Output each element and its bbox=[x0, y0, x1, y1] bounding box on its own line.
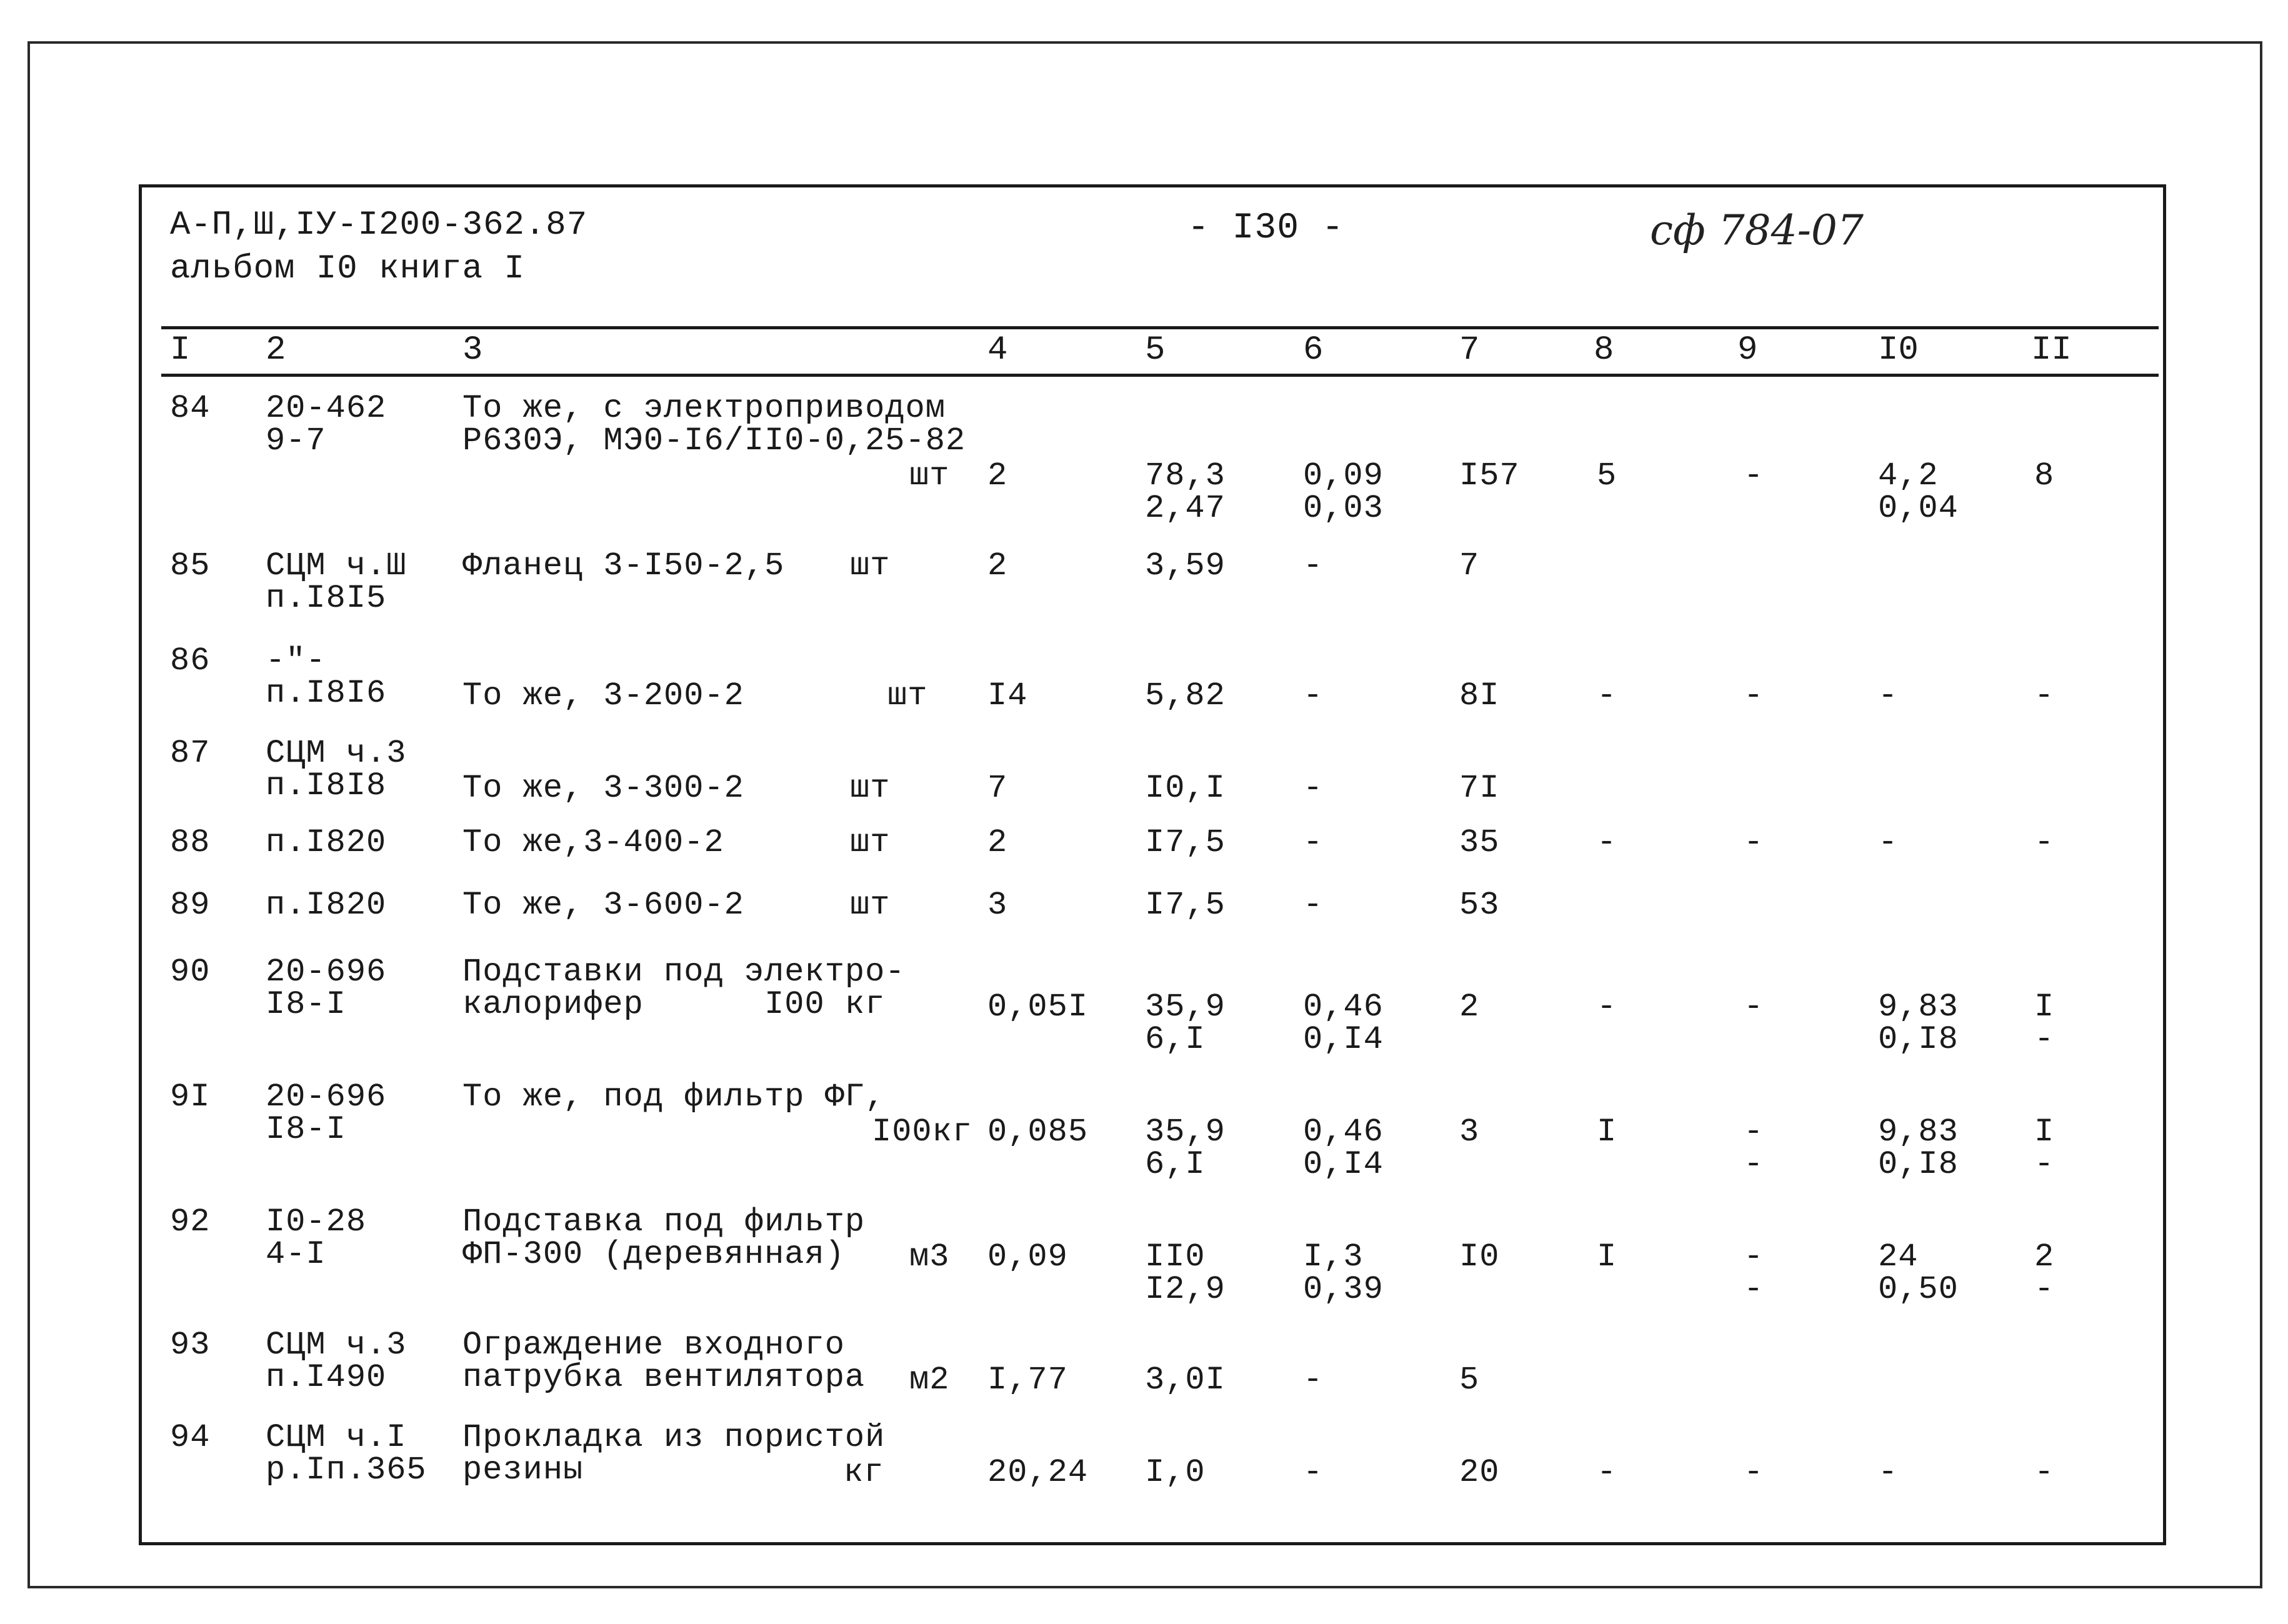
item-name: Прокладка из пористой bbox=[462, 1419, 886, 1456]
col6-value: - bbox=[1303, 770, 1324, 807]
unit: м3 bbox=[909, 1238, 950, 1275]
row-number: 85 bbox=[170, 547, 211, 584]
col6-value: 0,I4 bbox=[1303, 1021, 1384, 1058]
col6-value: 0,39 bbox=[1303, 1271, 1384, 1308]
item-name: То же, 3-600-2 bbox=[462, 887, 744, 924]
col5-value: 3,0I bbox=[1145, 1362, 1226, 1398]
quantity: I,77 bbox=[987, 1362, 1068, 1398]
col5-value: 5,82 bbox=[1145, 677, 1226, 714]
resource-code: п.I820 bbox=[266, 824, 387, 861]
item-name: патрубка вентилятора bbox=[462, 1359, 866, 1396]
quantity: 0,05I bbox=[987, 989, 1089, 1025]
col11-value: - bbox=[2034, 1021, 2055, 1058]
resource-code: 20-696 bbox=[266, 1079, 387, 1115]
resource-code: 20-696 bbox=[266, 954, 387, 990]
sheet-frame bbox=[139, 184, 2166, 1545]
table-top-rule bbox=[161, 326, 2159, 329]
column-header-5: 5 bbox=[1145, 331, 1166, 369]
col5-value: I2,9 bbox=[1145, 1271, 1226, 1308]
col5-value: I,0 bbox=[1145, 1454, 1206, 1491]
col11-value: - bbox=[2034, 824, 2055, 861]
col7-value: 3 bbox=[1459, 1113, 1480, 1150]
item-name: калорифер I00 кг bbox=[462, 986, 886, 1023]
col6-value: - bbox=[1303, 547, 1324, 584]
col6-value: 0,46 bbox=[1303, 1113, 1384, 1150]
col6-value: - bbox=[1303, 1454, 1324, 1491]
unit: шт bbox=[850, 770, 891, 807]
resource-code: р.Iп.365 bbox=[266, 1452, 427, 1488]
col11-value: - bbox=[2034, 1146, 2055, 1183]
row-number: 89 bbox=[170, 887, 211, 924]
resource-code: I8-I bbox=[266, 1111, 346, 1148]
col7-value: I57 bbox=[1459, 457, 1520, 494]
col8-value: - bbox=[1597, 677, 1617, 714]
col5-value: 6,I bbox=[1145, 1146, 1206, 1183]
col6-value: 0,03 bbox=[1303, 490, 1384, 527]
quantity: 2 bbox=[987, 457, 1008, 494]
col8-value: - bbox=[1597, 824, 1617, 861]
row-number: 94 bbox=[170, 1419, 211, 1456]
col7-value: 7I bbox=[1459, 770, 1500, 807]
col9-value: - bbox=[1744, 1146, 1764, 1183]
unit: шт bbox=[850, 547, 891, 584]
col8-value: - bbox=[1597, 989, 1617, 1025]
col7-value: 2 bbox=[1459, 989, 1480, 1025]
resource-code: п.I490 bbox=[266, 1359, 387, 1396]
col5-value: 3,59 bbox=[1145, 547, 1226, 584]
col6-value: I,3 bbox=[1303, 1238, 1364, 1275]
col9-value: - bbox=[1744, 824, 1764, 861]
column-header-3: 3 bbox=[462, 331, 483, 369]
resource-code: 4-I bbox=[266, 1236, 326, 1273]
quantity: 2 bbox=[987, 824, 1008, 861]
column-header-9: 9 bbox=[1737, 331, 1758, 369]
item-name: Подставка под фильтр bbox=[462, 1203, 866, 1240]
col10-value: 9,83 bbox=[1878, 1113, 1959, 1150]
col5-value: 78,3 bbox=[1145, 457, 1226, 494]
col10-value: 24 bbox=[1878, 1238, 1919, 1275]
col6-value: 0,09 bbox=[1303, 457, 1384, 494]
col5-value: 35,9 bbox=[1145, 989, 1226, 1025]
col9-value: - bbox=[1744, 1113, 1764, 1150]
resource-code: п.I8I8 bbox=[266, 767, 387, 804]
col6-value: - bbox=[1303, 824, 1324, 861]
resource-code: п.I8I6 bbox=[266, 675, 387, 712]
column-header-2: 2 bbox=[266, 331, 286, 369]
col11-value: - bbox=[2034, 1271, 2055, 1308]
resource-code: -"- bbox=[266, 642, 326, 679]
col10-value: - bbox=[1878, 1454, 1899, 1491]
item-name: Подставки под электро- bbox=[462, 954, 906, 990]
col11-value: I bbox=[2034, 1113, 2055, 1150]
col8-value: I bbox=[1597, 1238, 1617, 1275]
item-name: Р630Э, МЭ0-I6/II0-0,25-82 bbox=[462, 422, 966, 459]
col5-value: I7,5 bbox=[1145, 824, 1226, 861]
col7-value: 5 bbox=[1459, 1362, 1480, 1398]
unit: I00кг bbox=[872, 1113, 973, 1150]
page-number: - I30 - bbox=[1187, 208, 1344, 249]
col6-value: - bbox=[1303, 1362, 1324, 1398]
item-name: Ограждение входного bbox=[462, 1327, 845, 1363]
unit: шт bbox=[909, 457, 950, 494]
resource-code: I8-I bbox=[266, 986, 346, 1023]
col9-value: - bbox=[1744, 677, 1764, 714]
col10-value: 0,04 bbox=[1878, 490, 1959, 527]
col11-value: - bbox=[2034, 1454, 2055, 1491]
quantity: 0,09 bbox=[987, 1238, 1068, 1275]
quantity: 7 bbox=[987, 770, 1008, 807]
row-number: 86 bbox=[170, 642, 211, 679]
handwritten-note: сф 784-07 bbox=[1650, 206, 1864, 254]
item-name: ФП-300 (деревянная) bbox=[462, 1236, 845, 1273]
col7-value: 8I bbox=[1459, 677, 1500, 714]
item-name: То же,3-400-2 bbox=[462, 824, 724, 861]
col10-value: - bbox=[1878, 824, 1899, 861]
col9-value: - bbox=[1744, 1454, 1764, 1491]
quantity: 0,085 bbox=[987, 1113, 1089, 1150]
column-header-11: II bbox=[2031, 331, 2072, 369]
resource-code: п.I820 bbox=[266, 887, 387, 924]
col9-value: - bbox=[1744, 1271, 1764, 1308]
col5-value: 35,9 bbox=[1145, 1113, 1226, 1150]
row-number: 84 bbox=[170, 390, 211, 427]
unit: шт bbox=[887, 677, 928, 714]
col11-value: I bbox=[2034, 989, 2055, 1025]
quantity: 20,24 bbox=[987, 1454, 1089, 1491]
resource-code: СЦМ ч.3 bbox=[266, 735, 407, 772]
resource-code: 20-462 bbox=[266, 390, 387, 427]
col10-value: 9,83 bbox=[1878, 989, 1959, 1025]
col11-value: 2 bbox=[2034, 1238, 2055, 1275]
item-name: Фланец 3-I50-2,5 bbox=[462, 547, 785, 584]
column-header-7: 7 bbox=[1459, 331, 1480, 369]
col9-value: - bbox=[1744, 457, 1764, 494]
col5-value: 2,47 bbox=[1145, 490, 1226, 527]
col5-value: I7,5 bbox=[1145, 887, 1226, 924]
col10-value: - bbox=[1878, 677, 1899, 714]
quantity: 3 bbox=[987, 887, 1008, 924]
column-header-10: I0 bbox=[1878, 331, 1919, 369]
item-name: резины bbox=[462, 1452, 584, 1488]
album-label: альбом I0 книга I bbox=[170, 250, 525, 288]
col6-value: - bbox=[1303, 887, 1324, 924]
quantity: I4 bbox=[987, 677, 1028, 714]
row-number: 9I bbox=[170, 1079, 211, 1115]
col6-value: 0,46 bbox=[1303, 989, 1384, 1025]
document-code: А-П,Ш,IУ-I200-362.87 bbox=[170, 206, 588, 244]
col7-value: 7 bbox=[1459, 547, 1480, 584]
col10-value: 0,50 bbox=[1878, 1271, 1959, 1308]
resource-code: СЦМ ч.3 bbox=[266, 1327, 407, 1363]
column-header-1: I bbox=[170, 331, 191, 369]
col8-value: I bbox=[1597, 1113, 1617, 1150]
column-header-6: 6 bbox=[1303, 331, 1324, 369]
item-name: То же, под фильтр ФГ, bbox=[462, 1079, 886, 1115]
col6-value: - bbox=[1303, 677, 1324, 714]
unit: шт bbox=[850, 824, 891, 861]
row-number: 90 bbox=[170, 954, 211, 990]
col9-value: - bbox=[1744, 989, 1764, 1025]
col8-value: - bbox=[1597, 1454, 1617, 1491]
col5-value: 6,I bbox=[1145, 1021, 1206, 1058]
resource-code: п.I8I5 bbox=[266, 580, 387, 617]
col7-value: 35 bbox=[1459, 824, 1500, 861]
row-number: 88 bbox=[170, 824, 211, 861]
resource-code: СЦМ ч.I bbox=[266, 1419, 407, 1456]
resource-code: I0-28 bbox=[266, 1203, 367, 1240]
item-name: То же, с электроприводом bbox=[462, 390, 946, 427]
col9-value: - bbox=[1744, 1238, 1764, 1275]
unit: м2 bbox=[909, 1362, 950, 1398]
col5-value: II0 bbox=[1145, 1238, 1206, 1275]
col10-value: 0,I8 bbox=[1878, 1021, 1959, 1058]
row-number: 87 bbox=[170, 735, 211, 772]
col10-value: 0,I8 bbox=[1878, 1146, 1959, 1183]
resource-code: 9-7 bbox=[266, 422, 326, 459]
item-name: То же, 3-300-2 bbox=[462, 770, 744, 807]
resource-code: СЦМ ч.Ш bbox=[266, 547, 407, 584]
col6-value: 0,I4 bbox=[1303, 1146, 1384, 1183]
col7-value: 53 bbox=[1459, 887, 1500, 924]
column-header-4: 4 bbox=[987, 331, 1008, 369]
unit: шт bbox=[850, 887, 891, 924]
col7-value: 20 bbox=[1459, 1454, 1500, 1491]
table-header-rule bbox=[161, 374, 2159, 377]
col7-value: I0 bbox=[1459, 1238, 1500, 1275]
column-header-8: 8 bbox=[1594, 331, 1614, 369]
item-name: То же, 3-200-2 bbox=[462, 677, 744, 714]
col11-value: 8 bbox=[2034, 457, 2055, 494]
unit: кг bbox=[844, 1454, 884, 1491]
col11-value: - bbox=[2034, 677, 2055, 714]
col8-value: 5 bbox=[1597, 457, 1617, 494]
row-number: 93 bbox=[170, 1327, 211, 1363]
col5-value: I0,I bbox=[1145, 770, 1226, 807]
col10-value: 4,2 bbox=[1878, 457, 1939, 494]
row-number: 92 bbox=[170, 1203, 211, 1240]
quantity: 2 bbox=[987, 547, 1008, 584]
